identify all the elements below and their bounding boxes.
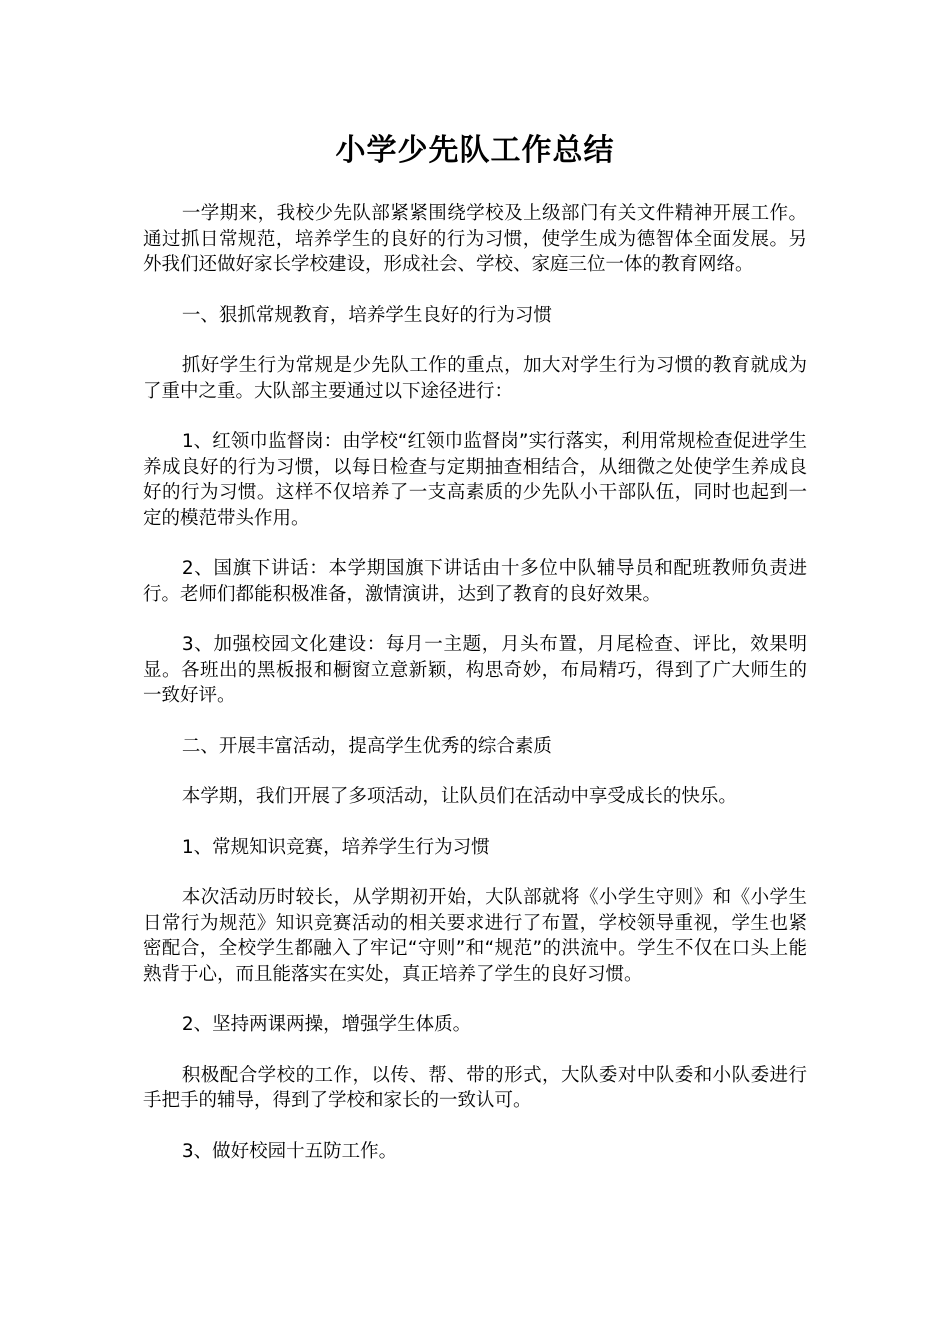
list-item: 2、国旗下讲话：本学期国旗下讲话由十多位中队辅导员和配班教师负责进行。老师们都能积极准备，激情演讲，达到了教育的良好效果。 [143,558,807,605]
document-title: 小学少先队工作总结 [335,133,615,168]
subheading: 3、做好校园十五防工作。 [181,1140,398,1162]
section-heading-2: 二、开展丰富活动，提高学生优秀的综合素质 [181,735,552,757]
body-paragraph: 本次活动历时较长，从学期初开始，大队部就将《小学生守则》和《小学生日常行为规范》知识竞赛活动的相关要求进行了布置，学校领导重视，学生也紧密配合，全校学生都融入了牢记“守则”和“规范”的洪流中。学生不仅在口头上能熟背于心，而且能落实在实处，真正培养了学生的良好习惯。 [143,887,807,985]
body-paragraph: 抓好学生行为常规是少先队工作的重点，加大对学生行为习惯的教育就成为了重中之重。大队部主要通过以下途径进行： [143,355,807,402]
document-body [143,201,807,1189]
list-item: 3、加强校园文化建设：每月一主题，月头布置，月尾检查、评比，效果明显。各班出的黑板报和橱窗立意新颖，构思奇妙，布局精巧，得到了广大师生的一致好评。 [143,634,807,706]
intro-paragraph: 一学期来，我校少先队部紧紧围绕学校及上级部门有关文件精神开展工作。通过抓日常规范，培养学生的良好的行为习惯，使学生成为德智体全面发展。另外我们还做好家长学校建设，形成社会、学校、家庭三位一体的教育网络。 [143,203,807,275]
body-paragraph: 本学期，我们开展了多项活动，让队员们在活动中享受成长的快乐。 [181,786,737,807]
section-heading-1: 一、狠抓常规教育，培养学生良好的行为习惯 [181,304,552,326]
subheading: 2、坚持两课两操，增强学生体质。 [181,1014,472,1035]
list-item: 1、红领巾监督岗：由学校“红领巾监督岗”实行落实，利用常规检查促进学生养成良好的行为习惯，以每日检查与定期抽查相结合，从细微之处使学生养成良好的行为习惯。这样不仅培养了一支高素质的少先队小干部队伍，同时也起到一定的模范带头作用。 [143,431,807,529]
body-paragraph: 积极配合学校的工作，以传、帮、带的形式，大队委对中队委和小队委进行手把手的辅导，得到了学校和家长的一致认可。 [143,1064,807,1111]
subheading: 1、常规知识竞赛，培养学生行为习惯 [181,836,490,858]
